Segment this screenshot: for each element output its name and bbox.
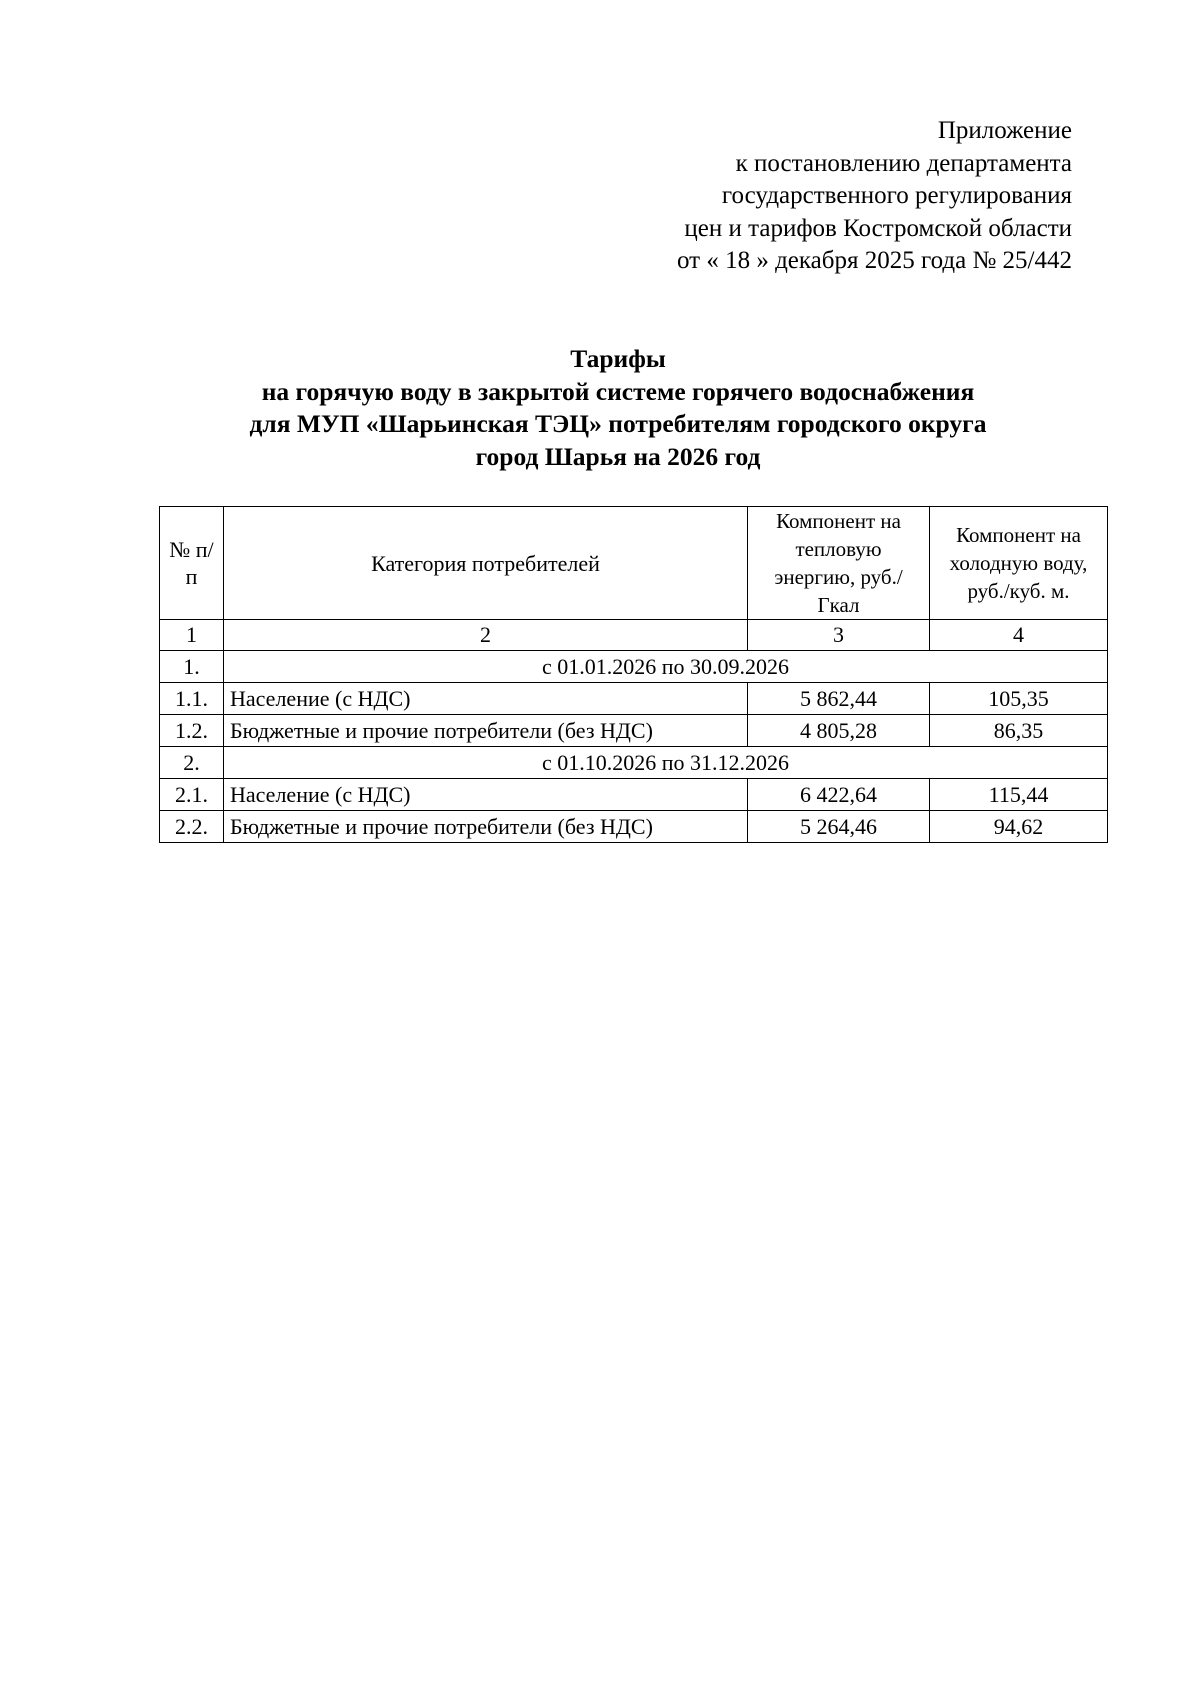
column-number-row (160, 620, 1108, 651)
row-category: Население (с НДС) (224, 779, 748, 811)
row-num: 2.2. (160, 811, 224, 843)
title-line: на горячую воду в закрытой системе горячего водоснабжения (261, 376, 975, 406)
column-number: 3 (748, 620, 930, 651)
table-header-row (160, 507, 1108, 620)
row-category: Население (с НДС) (224, 683, 748, 715)
row-heat-value: 6 422,64 (748, 779, 930, 811)
period-label: с 01.10.2026 по 31.12.2026 (224, 747, 1108, 779)
appendix-line: к постановлению департамента (735, 149, 1072, 177)
row-cold-value: 86,35 (930, 715, 1108, 747)
column-number: 1 (160, 620, 224, 651)
row-cold-value: 94,62 (930, 811, 1108, 843)
title-line: Тарифы (570, 344, 666, 373)
row-num: 1.1. (160, 683, 224, 715)
period-num: 1. (160, 651, 224, 683)
column-number: 2 (224, 620, 748, 651)
header-heat-component: Компонент на тепловую энергию, руб./Гкал (748, 507, 930, 620)
header-category: Категория потребителей (224, 507, 748, 620)
row-cold-value: 115,44 (930, 779, 1108, 811)
table-row (160, 683, 1108, 715)
table-row (160, 811, 1108, 843)
row-heat-value: 4 805,28 (748, 715, 930, 747)
table-row (160, 779, 1108, 811)
row-cold-value: 105,35 (930, 683, 1108, 715)
row-category: Бюджетные и прочие потребители (без НДС) (224, 811, 748, 843)
row-heat-value: 5 862,44 (748, 683, 930, 715)
appendix-line: цен и тарифов Костромской области (684, 214, 1072, 242)
row-num: 2.1. (160, 779, 224, 811)
appendix-header (677, 115, 1072, 278)
header-num: № п/п (160, 507, 224, 620)
appendix-line: государственного регулирования (721, 182, 1072, 209)
title-line: для МУП «Шарьинская ТЭЦ» потребителям городского округа (249, 409, 987, 438)
period-label: с 01.01.2026 по 30.09.2026 (224, 651, 1108, 683)
column-number: 4 (930, 620, 1108, 651)
row-num: 1.2. (160, 715, 224, 747)
table-row (160, 715, 1108, 747)
document-title (0, 343, 1200, 473)
tariff-table (159, 506, 1108, 843)
appendix-line: Приложение (937, 117, 1072, 144)
period-row (160, 651, 1108, 683)
appendix-line: от « 18 » декабря 2025 года № 25/442 (676, 247, 1072, 274)
row-category: Бюджетные и прочие потребители (без НДС) (224, 715, 748, 747)
row-heat-value: 5 264,46 (748, 811, 930, 843)
header-cold-component: Компонент на холодную воду, руб./куб. м. (930, 507, 1108, 620)
period-num: 2. (160, 747, 224, 779)
title-line: город Шарья на 2026 год (475, 441, 761, 471)
period-row (160, 747, 1108, 779)
